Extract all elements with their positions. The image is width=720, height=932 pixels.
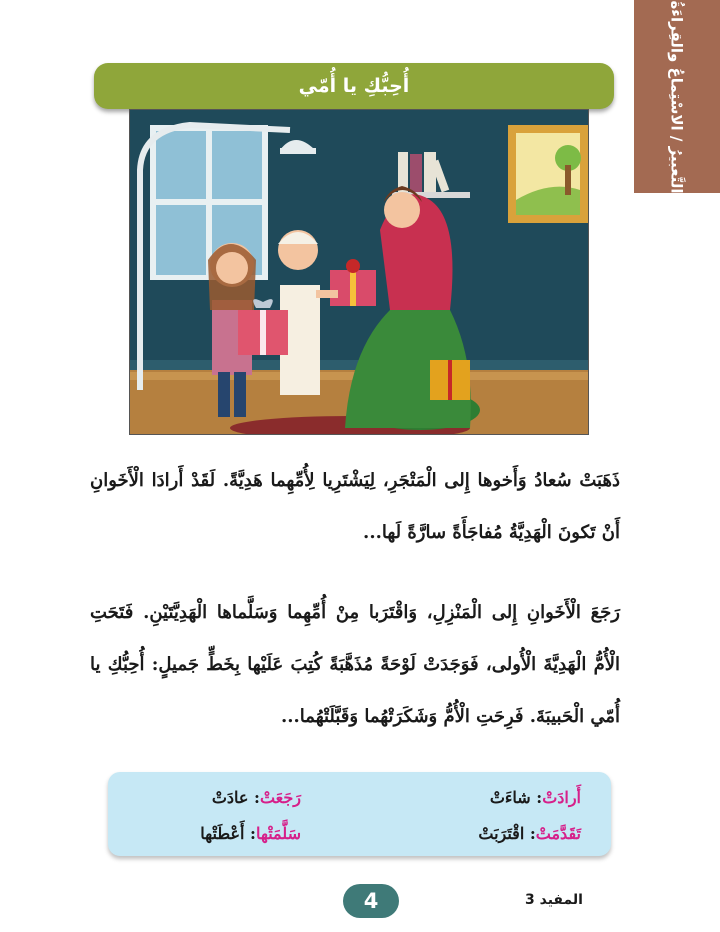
vocab-word: تَقَدَّمَتْ [535,824,581,843]
vocab-meaning: عادَتْ [211,788,249,807]
story-paragraph-2: رَجَعَ الْأَخَوانِ إِلى الْمَنْزِلِ، وَاقْتَرَبا مِنْ أُمِّهِما وَسَلَّماها الْهَدِيَّتَيْنِ. فَتَحَتِ الْأُمُّ الْهَدِيَّةَ الْأُولى، فَوَجَدَتْ لَوْحَةً مُذَهَّبَةً كُتِبَ عَلَيْها بِخَطٍّ جَميلٍ: أُحِبُّكِ يا أُمّي الْحَبيبَةَ. فَرِحَتِ الْأُمُّ وَشَكَرَتْهُما وَقَبَّلَتْهُما... [90,602,620,727]
page-number: 4 [343,884,399,918]
lesson-title-bar [94,63,614,109]
lesson-title: أُحِبُّكِ يا أُمّي [298,75,410,97]
section-side-tab [634,0,720,193]
vocab-word: سَلَّمَتْها [255,824,301,843]
vocab-item: سَلَّمَتْها: أَعْطَتْها [200,824,301,843]
side-tab-label: التَّعبيرُ / الاسْتِماعُ والقِراءَةُ [668,0,687,194]
book-title: المفيد 3 [525,892,583,908]
vocab-item: أَرادَتْ: شاءَتْ [489,788,581,807]
vocabulary-box [108,772,611,856]
story-paragraph-1: ذَهَبَتْ سُعادُ وَأَخوها إِلى الْمَتْجَرِ، لِيَشْتَرِيا لِأُمِّهِما هَدِيَّةً. لَقَدْ أَرادَا الْأَخَوانِ أَنْ تَكونَ الْهَدِيَّةُ مُفاجَأَةً سارَّةً لَها... [90,470,620,543]
vocab-meaning: شاءَتْ [489,788,531,807]
story-illustration [129,109,589,435]
vocab-word: رَجَعَتْ [259,788,301,807]
side-tab-label-wrap [634,0,720,193]
vocab-item: تَقَدَّمَتْ: اقْتَرَبَتْ [478,824,581,843]
vocab-item: رَجَعَتْ: عادَتْ [211,788,301,807]
vocab-meaning: أَعْطَتْها [200,824,245,843]
vocab-word: أَرادَتْ [542,788,581,807]
illustration-scene [130,110,589,435]
story-text [90,455,620,743]
vocab-meaning: اقْتَرَبَتْ [478,824,525,843]
